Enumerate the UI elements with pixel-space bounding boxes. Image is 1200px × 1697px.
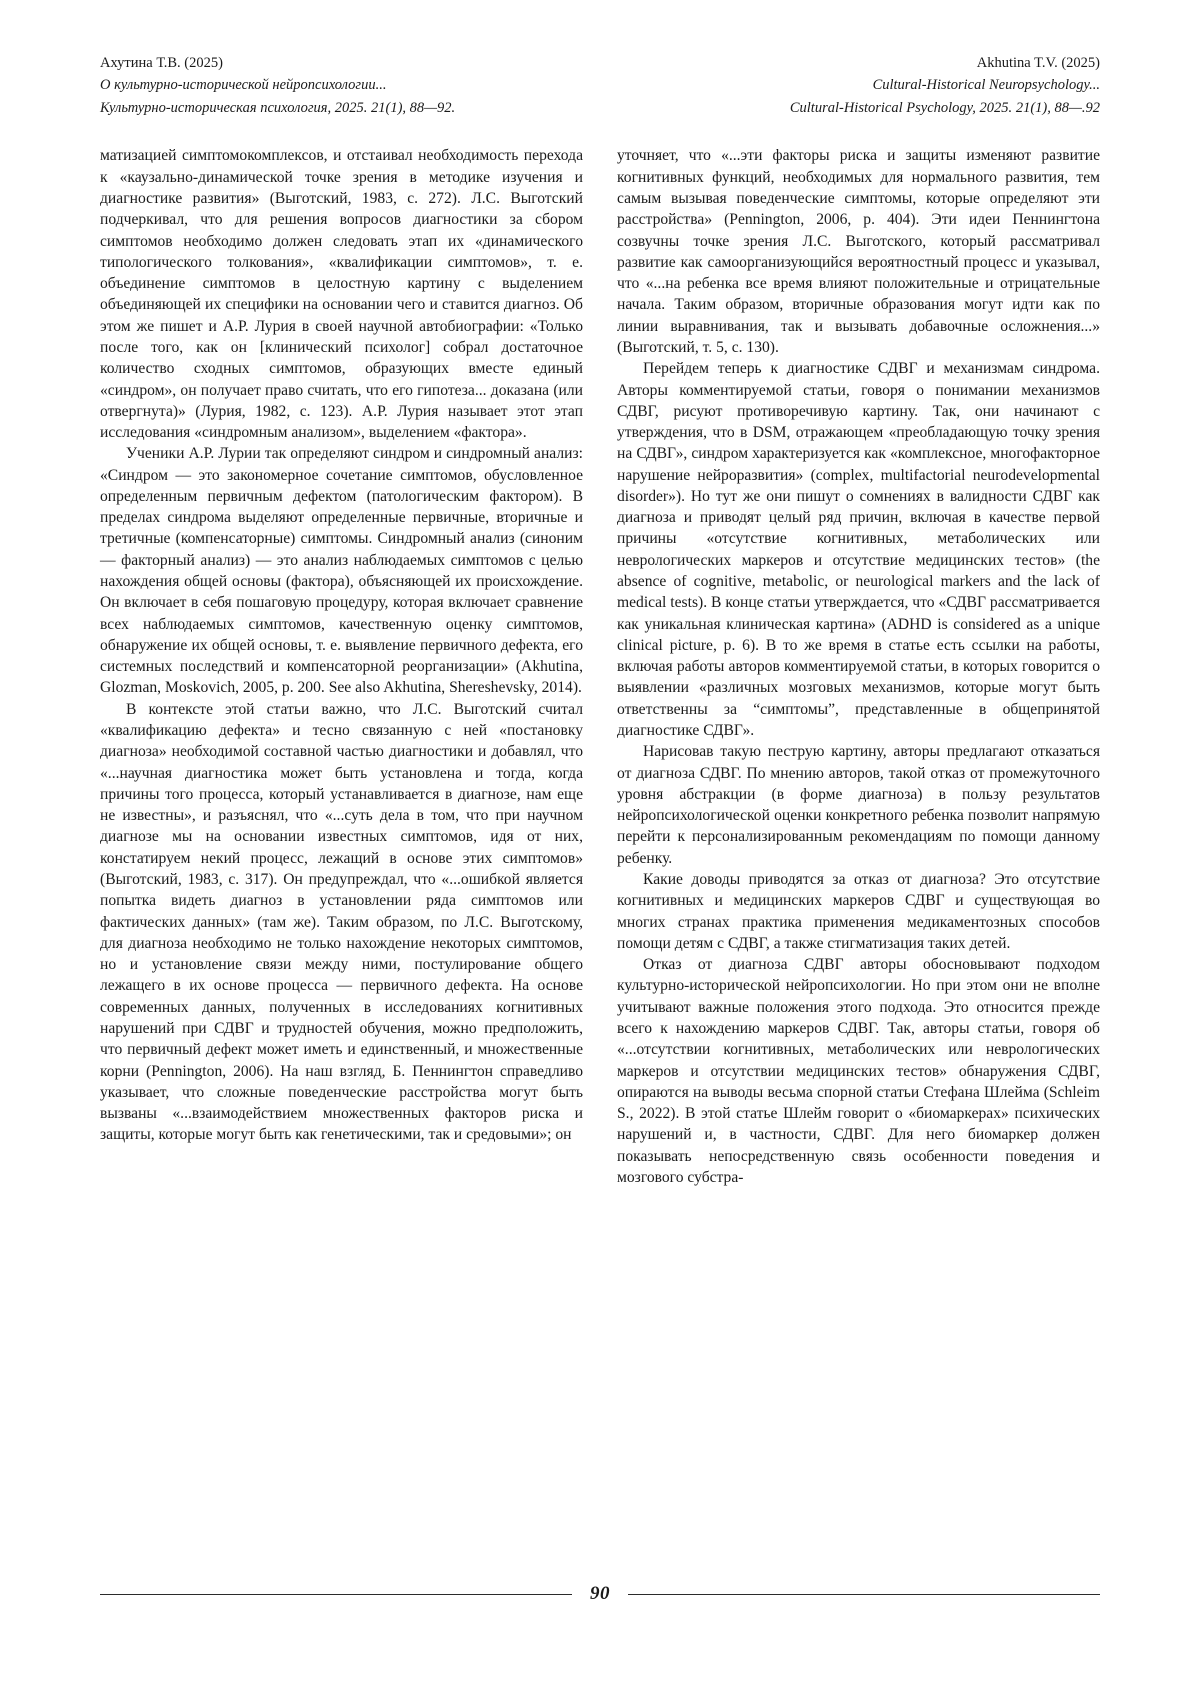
running-head-left-volume: 21 bbox=[371, 99, 386, 116]
running-head-left-journal bbox=[100, 97, 455, 119]
running-head-right-journal-post: (1), 88—.92 bbox=[1030, 99, 1100, 116]
running-head-left-author: Ахутина Т.В. (2025) bbox=[100, 55, 223, 71]
paragraph: уточняет, что «...эти факторы риска и защиты изменяют развитие когнитивных функций, необходимых для нормального развития, тем самым вызывая поведенческие симптомы, которые определяют эти расстройства» (Pennington, 2006, p. 404). Эти идеи Пеннингтона созвучны точке зрения Л.С. Выготского, который рассматривал развитие как самоорганизующийся вероятностный процесс и указывал, что «...на ребенка все время влияют положительные и отрицательные начала. Таким образом, вторичные образования могут идти как по линии выравнивания, так и вызывать добавочные осложнения...» (Выготский, т. 5, с. 130). bbox=[617, 147, 1100, 356]
paragraph: Нарисовав такую пеструю картину, авторы предлагают отказаться от диагноза СДВГ. По мнению авторов, такой отказ от промежуточного уровня абстракции (в форме диагноза) в пользу результатов нейропсихологической оценки конкретного ребенка позволит напрямую перейти к персонализированным рекомендациям по помощи данному ребенку. bbox=[617, 743, 1100, 867]
running-head-left-journal-post: (1), 88—92. bbox=[385, 99, 456, 116]
paragraph: Ученики А.Р. Лурии так определяют синдром и синдромный анализ: «Синдром — это закономерное сочетание симптомов, обусловленное определенным первичным дефектом (патологическим фактором). В пределах синдрома выделяют определенные первичные, вторичные и третичные (компенсаторные) симптомы. Синдромный анализ (синоним — факторный анализ) — это анализ наблюдаемых симптомов с целью нахождения общей основы (фактора), объясняющей их происхождение. Он включает в себя пошаговую процедуру, которая включает сравнение всех наблюдаемых симптомов, качественную оценку симптомов, обнаружение их общей основы, т. е. выявление первичного дефекта, его системных последствий и компенсаторной реорганизации» (Akhutina, Glozman, Moskovich, 2005, p. 200. See also Akhutina, Shereshevsky, 2014). bbox=[100, 445, 583, 697]
paragraph: Отказ от диагноза СДВГ авторы обосновывают подходом культурно-исторической нейропсихологии. Но при этом они не вполне учитывают важные положения этого подхода. Это относится прежде всего к нахождению маркеров СДВГ. Так, авторы статьи, говоря об «...отсутствии когнитивных, метаболических или неврологических маркеров и отсутствии медицинских тестов» обнаружения СДВГ, опираются на выводы весьма спорной статьи Стефана Шлейма (Schleim S., 2022). В этой статье Шлейм говорит о «биомаркерах» психических нарушений и, в частности, СДВГ. Для него биомаркер должен показывать непосредственную связь особенности поведения и мозгового субстра- bbox=[617, 956, 1100, 1186]
running-head-right-volume: 21 bbox=[1015, 99, 1031, 116]
paragraph: Перейдем теперь к диагностике СДВГ и механизмам синдрома. Авторы комментируемой статьи, говоря о понимании механизмов СДВГ, рисуют противоречивую картину. Так, они начинают с утверждения, что в DSM, отражающем «преобладающую точку зрения на СДВГ», синдром характеризуется как «комплексное, многофакторное нарушение нейроразвития» (complex, multifactorial neurodevelopmental disorder»). Но тут же они пишут о сомнениях в валидности СДВГ как диагноза и приводят целый ряд причин, включая в качестве первой причины «отсутствие когнитивных, метаболических или неврологических маркеров и отсутствие медицинских тестов» (the absence of cognitive, metabolic, or neurological markers and the lack of medical tests). В конце статьи утверждается, что «СДВГ рассматривается как уникальная клиническая картина» (ADHD is considered as a unique clinical picture, p. 6). В то же время в статье есть ссылки на работы, включая работы авторов комментируемой статьи, в которых говорится о выявлении «различных мозговых механизмов, которые могут быть ответственны за “симптомы”, представленные в общепринятой диагностике СДВГ». bbox=[617, 360, 1100, 739]
body-columns bbox=[100, 145, 1100, 1188]
page-number: 90 bbox=[590, 1583, 610, 1604]
running-head-right-journal-pre: Cultural-Historical Psychology, 2025. bbox=[789, 99, 1016, 116]
left-column bbox=[100, 145, 583, 1145]
right-column bbox=[617, 145, 1100, 1188]
running-head-left-title: О культурно-исторической нейропсихологии... bbox=[100, 77, 387, 94]
running-head-right-author: Akhutina T.V. (2025) bbox=[976, 55, 1100, 71]
running-head-right-title: Cultural-Historical Neuropsychology... bbox=[872, 77, 1100, 94]
paragraph: матизацией симптомокомплексов, и отстаивал необходимость перехода к «каузально-динамической точке зрения в методике изучения и диагностике развития» (Выготский, 1983, с. 272). Л.С. Выготский подчеркивал, что для решения вопросов диагностики за сбором симптомов необходимо должен следовать этап их «динамического типологического толкования», «квалификации симптомов», т. е. объединение симптомов в целостную картину с выделением объединяющей их специфики на основании чего и ставится диагноз. Об этом же пишет и А.Р. Лурия в своей научной автобиографии: «Только после того, как он [клинический психолог] собрал достаточное количество сходных симптомов, образующих вместе единый «синдром», он получает право считать, что его гипотеза... доказана (или отвергнута)» (Лурия, 1982, с. 123). А.Р. Лурия называет этот этап исследования «синдромным анализом», выделением «фактора». bbox=[100, 147, 583, 442]
footer-rule-left bbox=[100, 1594, 572, 1595]
footer-rule-right bbox=[628, 1594, 1100, 1595]
running-head-right-journal bbox=[790, 97, 1100, 119]
running-head-left-journal-pre: Культурно-историческая психология, 2025. bbox=[100, 99, 371, 116]
paragraph: Какие доводы приводятся за отказ от диагноза? Это отсутствие когнитивных и медицинских маркеров СДВГ и существующая во многих странах практика применения медикаментозных способов помощи детям с СДВГ, а также стигматизация таких детей. bbox=[617, 870, 1100, 952]
running-head-right bbox=[790, 52, 1100, 119]
running-head-left bbox=[100, 52, 455, 119]
running-head bbox=[100, 52, 1100, 119]
page-footer bbox=[100, 1583, 1100, 1605]
paragraph: В контексте этой статьи важно, что Л.С. Выготский считал «квалификацию дефекта» и тесно связанную с ней «постановку диагноза» необходимой составной частью диагностики и добавлял, что «...научная диагностика может быть установлена и тогда, когда причины того процесса, который устанавливается в диагнозе, нам еще не известны», и разъяснял, что «...суть дела в том, что при научном диагнозе мы на основании известных симптомов, идя от них, констатируем некий процесс, лежащий в основе этих симптомов» (Выготский, 1983, с. 317). Он предупреждал, что «...ошибкой является попытка видеть диагноз в установлении ряда симптомов или фактических данных» (там же). Таким образом, по Л.С. Выготскому, для диагноза необходимо не только нахождение некоторых симптомов, но и установление связи между ними, постулирование общего лежащего в их основе процесса — первичного дефекта. На основе современных данных, полученных в исследованиях когнитивных нарушений при СДВГ и трудностей обучения, можно предположить, что первичный дефект может иметь и единственный, и множественные корни (Pennington, 2006). На наш взгляд, Б. Пеннингтон справедливо указывает, что сложные поведенческие расстройства могут быть вызваны «...взаимодействием множественных факторов риска и защиты, которые могут быть как генетическими, так и средовыми»; он bbox=[100, 700, 583, 1144]
